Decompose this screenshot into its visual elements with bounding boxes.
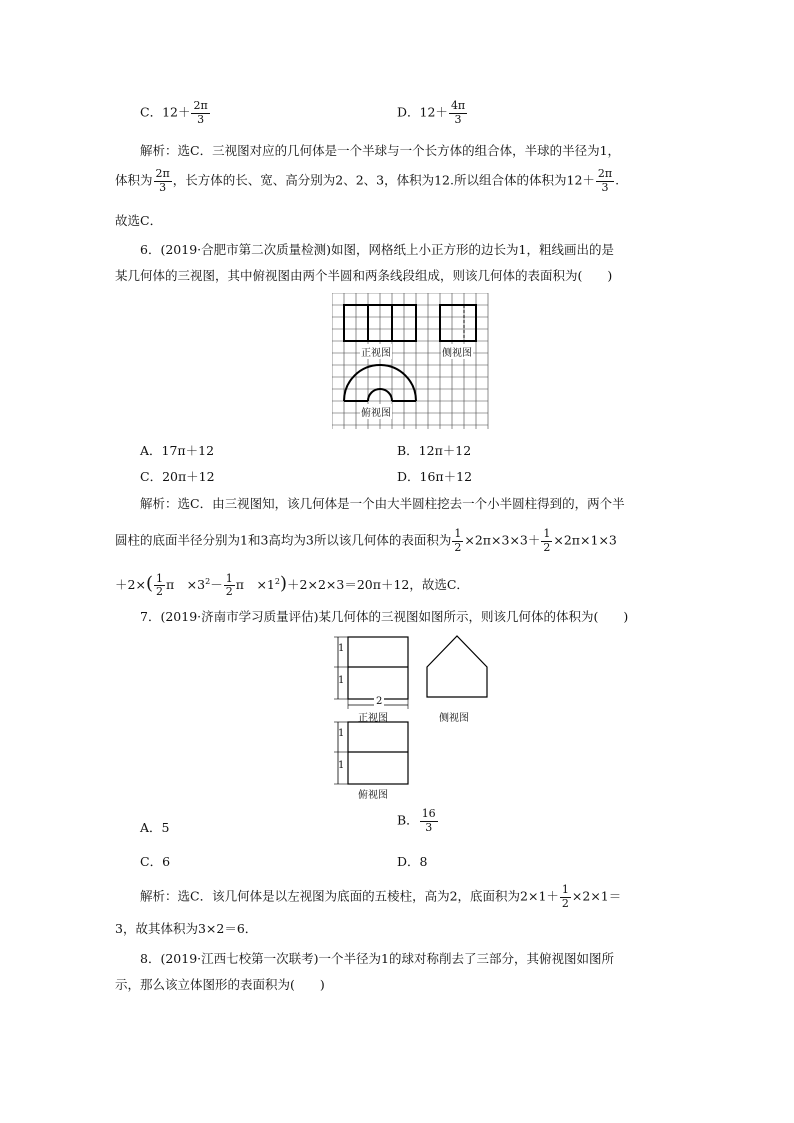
q6-solution-line3: ＋2×( $\frac{1}{2}$ π $\times 3^2-$ $\frac{1}{2}$ π $\times 1^2)+2\times 2\times 3=20\pi+12$，故选C．	[115, 571, 469, 599]
q5-option-d: D．12＋ $\frac{4\pi}{3}$	[397, 99, 466, 126]
q7-dim-width: 2	[376, 696, 383, 707]
q6-option-c: C．20π＋12	[140, 469, 215, 484]
q6-side-view-label: 侧视图	[441, 344, 473, 359]
q7-dim-height-1: 1	[338, 643, 345, 654]
q7-dim-height-2: 1	[338, 675, 345, 686]
q6-three-view-figure	[332, 293, 490, 429]
q7-option-c: C．6	[140, 854, 171, 869]
q5-solution-line1: 解析：选C．三视图对应的几何体是一个半球与一个长方体的组合体，半球的半径为1，	[140, 143, 621, 158]
q7-top-view	[330, 718, 415, 788]
q5-option-c: C．12＋ $\frac{2\pi}{3}$	[140, 99, 208, 126]
q7-front-view-label: 正视图	[358, 713, 388, 724]
q8-stem-line1: 8．(2019·江西七校第一次联考)一个半径为1的球对称削去了三部分，其俯视图如图所	[140, 951, 614, 966]
q8-stem-line2: 示，那么该立体图形的表面积为( )	[115, 977, 325, 992]
q5-solution-line3: 故选C．	[115, 213, 163, 228]
q7-option-d: D．8	[397, 854, 428, 869]
q6-option-a: A．17π＋12	[140, 443, 215, 458]
q6-solution-line2: 圆柱的底面半径分别为1和3高均为3所以该几何体的表面积为 $\frac{1}{2}$ ×2π×3×3＋ $\frac{1}{2}$ ×2π×1×3	[115, 527, 617, 554]
q7-top-view-label: 俯视图	[358, 790, 388, 801]
q6-stem-line2: 某几何体的三视图，其中俯视图由两个半圆和两条线段组成，则该几何体的表面积为( )	[115, 268, 613, 283]
q7-stem: 7．(2019·济南市学习质量评估)某几何体的三视图如图所示，则该几何体的体积为( )	[140, 609, 629, 624]
q7-option-b: B． $\frac{16}{3}$	[397, 807, 436, 834]
q6-option-d: D．16π＋12	[397, 469, 473, 484]
q6-stem-line1: 6．(2019·合肥市第二次质量检测)如图，网格纸上小正方形的边长为1，粗线画出的是	[140, 242, 614, 257]
q7-side-view	[424, 633, 490, 701]
q5-solution-line2: 体积为 $\frac{2\pi}{3}$ ，长方体的长、宽、高分别为2、2、3，体积为12.所以组合体的体积为12＋ $\frac{2\pi}{3}$ .	[115, 167, 620, 194]
q7-front-view	[330, 633, 415, 713]
q6-solution-line1: 解析：选C．由三视图知，该几何体是一个由大半圆柱挖去一个小半圆柱得到的，两个半	[140, 496, 625, 511]
q7-solution-line2: 3，故其体积为3×2＝6．	[115, 921, 258, 936]
q7-top-dim-2: 1	[338, 760, 345, 771]
q6-option-b: B．12π＋12	[397, 443, 472, 458]
q7-side-view-label: 侧视图	[439, 713, 469, 724]
q7-option-a: A．5	[140, 820, 170, 835]
q6-top-view-label: 俯视图	[360, 404, 392, 419]
q6-front-view-label: 正视图	[360, 344, 392, 359]
q7-solution-line1: 解析：选C．该几何体是以左视图为底面的五棱柱，高为2，底面积为2×1＋ $\frac{1}{2}$ ×2×1＝	[140, 883, 622, 910]
q7-top-dim-1: 1	[338, 728, 345, 739]
